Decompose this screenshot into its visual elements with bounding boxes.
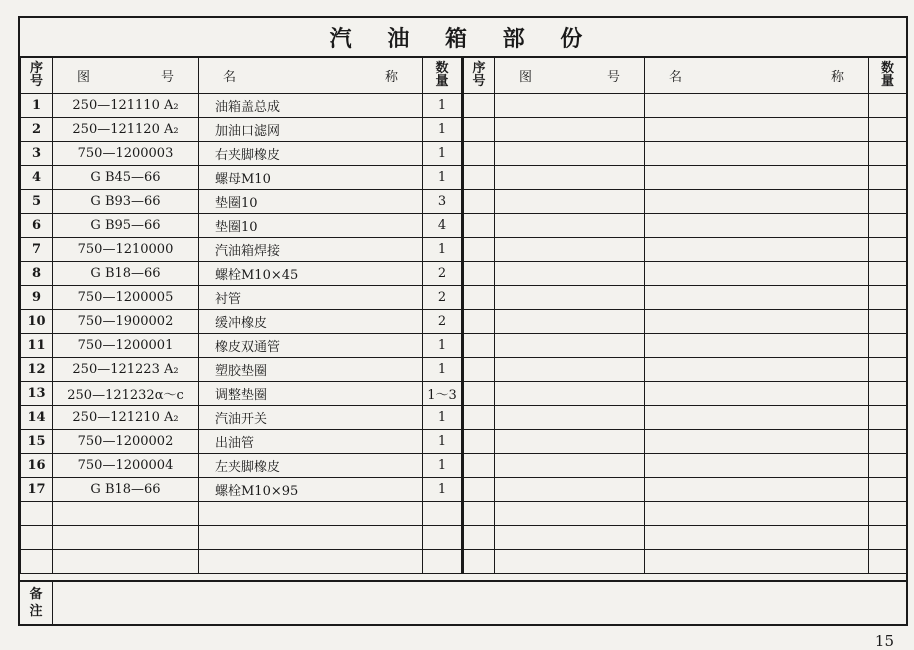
empty-cell: [495, 478, 645, 502]
empty-cell: [645, 550, 869, 574]
drawing-no-cell: 750—1210000: [53, 238, 199, 262]
page-number: 15: [874, 632, 894, 650]
table-row: [21, 286, 907, 310]
empty-cell: [199, 502, 423, 526]
seq-cell: 13: [21, 382, 53, 406]
name-cell: 垫圈10: [199, 190, 423, 214]
empty-cell: [869, 190, 907, 214]
empty-cell: [645, 214, 869, 238]
empty-cell: [869, 526, 907, 550]
table-row: [21, 142, 907, 166]
empty-cell: [495, 502, 645, 526]
table-row: [21, 406, 907, 430]
drawing-no-cell: 250—121110 A₂: [53, 94, 199, 118]
empty-cell: [645, 454, 869, 478]
qty-cell: 1: [423, 166, 463, 190]
empty-cell: [869, 94, 907, 118]
seq-cell: 4: [21, 166, 53, 190]
empty-cell: [495, 430, 645, 454]
name-cell: 油箱盖总成: [199, 94, 423, 118]
empty-cell: [21, 526, 53, 550]
empty-cell: [869, 406, 907, 430]
empty-cell: [21, 550, 53, 574]
drawing-no-cell: 250—121120 A₂: [53, 118, 199, 142]
empty-cell: [645, 502, 869, 526]
empty-cell: [463, 406, 495, 430]
empty-cell: [495, 358, 645, 382]
table-row: [21, 238, 907, 262]
empty-cell: [199, 550, 423, 574]
name-cell: 缓冲橡皮: [199, 310, 423, 334]
seq-cell: 16: [21, 454, 53, 478]
qty-cell: 1: [423, 454, 463, 478]
empty-cell: [463, 94, 495, 118]
drawing-no-cell: G B18—66: [53, 478, 199, 502]
table-row: [21, 262, 907, 286]
drawing-no-cell: 750—1900002: [53, 310, 199, 334]
empty-cell: [199, 526, 423, 550]
table-row: [21, 358, 907, 382]
drawing-no-cell: 750—1200001: [53, 334, 199, 358]
empty-cell: [463, 550, 495, 574]
drawing-no-cell: 750—1200005: [53, 286, 199, 310]
qty-cell: 2: [423, 262, 463, 286]
drawing-no-cell: G B18—66: [53, 262, 199, 286]
empty-cell: [463, 478, 495, 502]
empty-cell: [463, 118, 495, 142]
seq-cell: 14: [21, 406, 53, 430]
empty-cell: [495, 214, 645, 238]
empty-cell: [495, 166, 645, 190]
qty-cell: 1: [423, 238, 463, 262]
empty-cell: [869, 166, 907, 190]
name-cell: 衬管: [199, 286, 423, 310]
empty-cell: [463, 334, 495, 358]
qty-cell: 3: [423, 190, 463, 214]
table-row-empty: [21, 502, 907, 526]
name-cell: 垫圈10: [199, 214, 423, 238]
empty-cell: [53, 502, 199, 526]
header-name-right: 名 称: [645, 57, 869, 94]
empty-cell: [869, 238, 907, 262]
empty-cell: [21, 502, 53, 526]
qty-cell: 1: [423, 118, 463, 142]
seq-cell: 17: [21, 478, 53, 502]
header-seq-right: 序 号: [463, 57, 495, 94]
empty-cell: [645, 358, 869, 382]
table-row: [21, 310, 907, 334]
drawing-no-cell: G B45—66: [53, 166, 199, 190]
name-cell: 出油管: [199, 430, 423, 454]
drawing-no-cell: G B95—66: [53, 214, 199, 238]
empty-cell: [463, 502, 495, 526]
seq-cell: 1: [21, 94, 53, 118]
empty-cell: [869, 358, 907, 382]
empty-cell: [463, 166, 495, 190]
qty-cell: 1: [423, 478, 463, 502]
empty-cell: [53, 550, 199, 574]
header-qty: 数 量: [423, 57, 463, 94]
empty-cell: [463, 286, 495, 310]
empty-cell: [645, 142, 869, 166]
drawing-no-cell: 250—121223 A₂: [53, 358, 199, 382]
empty-cell: [495, 382, 645, 406]
name-cell: 螺栓M10×95: [199, 478, 423, 502]
empty-cell: [645, 526, 869, 550]
name-cell: 右夹脚橡皮: [199, 142, 423, 166]
seq-cell: 11: [21, 334, 53, 358]
empty-cell: [645, 310, 869, 334]
name-cell: 调整垫圈: [199, 382, 423, 406]
qty-cell: 1: [423, 94, 463, 118]
qty-cell: 1: [423, 430, 463, 454]
empty-cell: [869, 286, 907, 310]
seq-cell: 7: [21, 238, 53, 262]
table-row: [21, 118, 907, 142]
empty-cell: [495, 310, 645, 334]
page-title: 汽 油 箱 部 份: [20, 18, 906, 58]
empty-cell: [869, 478, 907, 502]
seq-cell: 5: [21, 190, 53, 214]
qty-cell: 1: [423, 334, 463, 358]
empty-cell: [53, 526, 199, 550]
header-qty-right: 数 量: [869, 57, 907, 94]
empty-cell: [423, 526, 463, 550]
empty-cell: [495, 94, 645, 118]
empty-cell: [645, 94, 869, 118]
empty-cell: [869, 502, 907, 526]
empty-cell: [869, 214, 907, 238]
seq-cell: 8: [21, 262, 53, 286]
seq-cell: 10: [21, 310, 53, 334]
table-row: [21, 430, 907, 454]
header-drawing-no-right: 图 号: [495, 57, 645, 94]
empty-cell: [463, 142, 495, 166]
name-cell: 螺栓M10×45: [199, 262, 423, 286]
name-cell: 橡皮双通管: [199, 334, 423, 358]
empty-cell: [463, 454, 495, 478]
parts-list-sheet: [18, 16, 908, 626]
table-row-empty: [21, 526, 907, 550]
empty-cell: [495, 526, 645, 550]
empty-cell: [495, 190, 645, 214]
empty-cell: [869, 382, 907, 406]
name-cell: 加油口滤网: [199, 118, 423, 142]
drawing-no-cell: 750—1200002: [53, 430, 199, 454]
empty-cell: [495, 406, 645, 430]
seq-cell: 3: [21, 142, 53, 166]
table-row: [21, 94, 907, 118]
qty-cell: 2: [423, 310, 463, 334]
empty-cell: [463, 358, 495, 382]
qty-cell: 1: [423, 406, 463, 430]
table-row: [21, 214, 907, 238]
empty-cell: [495, 550, 645, 574]
empty-cell: [869, 454, 907, 478]
empty-cell: [463, 382, 495, 406]
seq-cell: 12: [21, 358, 53, 382]
parts-table: [20, 56, 907, 574]
empty-cell: [645, 190, 869, 214]
drawing-no-cell: 250—121232α～c: [53, 382, 199, 406]
table-row: [21, 478, 907, 502]
empty-cell: [463, 190, 495, 214]
name-cell: 塑胶垫圈: [199, 358, 423, 382]
empty-cell: [645, 334, 869, 358]
empty-cell: [869, 310, 907, 334]
qty-cell: 4: [423, 214, 463, 238]
name-cell: 汽油开关: [199, 406, 423, 430]
qty-cell: 1: [423, 142, 463, 166]
empty-cell: [645, 262, 869, 286]
table-row: [21, 334, 907, 358]
empty-cell: [645, 238, 869, 262]
table-header-row: [21, 57, 907, 94]
empty-cell: [423, 502, 463, 526]
header-drawing-no: 图 号: [53, 57, 199, 94]
empty-cell: [463, 430, 495, 454]
drawing-no-cell: 750—1200003: [53, 142, 199, 166]
remarks-box: [20, 580, 906, 624]
seq-cell: 15: [21, 430, 53, 454]
name-cell: 螺母M10: [199, 166, 423, 190]
table-row-empty: [21, 550, 907, 574]
empty-cell: [645, 166, 869, 190]
drawing-no-cell: 250—121210 A₂: [53, 406, 199, 430]
empty-cell: [645, 478, 869, 502]
empty-cell: [869, 550, 907, 574]
seq-cell: 6: [21, 214, 53, 238]
seq-cell: 9: [21, 286, 53, 310]
name-cell: 汽油箱焊接: [199, 238, 423, 262]
empty-cell: [495, 142, 645, 166]
table-row: [21, 166, 907, 190]
empty-cell: [645, 406, 869, 430]
empty-cell: [463, 214, 495, 238]
empty-cell: [645, 118, 869, 142]
name-cell: 左夹脚橡皮: [199, 454, 423, 478]
empty-cell: [495, 334, 645, 358]
table-row: [21, 454, 907, 478]
empty-cell: [463, 262, 495, 286]
seq-cell: 2: [21, 118, 53, 142]
empty-cell: [495, 238, 645, 262]
empty-cell: [423, 550, 463, 574]
empty-cell: [645, 430, 869, 454]
drawing-no-cell: 750—1200004: [53, 454, 199, 478]
empty-cell: [869, 334, 907, 358]
table-row: [21, 190, 907, 214]
qty-cell: 1～3: [423, 382, 463, 406]
empty-cell: [463, 238, 495, 262]
qty-cell: 1: [423, 358, 463, 382]
empty-cell: [869, 118, 907, 142]
empty-cell: [463, 310, 495, 334]
table-row: [21, 382, 907, 406]
empty-cell: [463, 526, 495, 550]
header-seq: 序 号: [21, 57, 53, 94]
empty-cell: [495, 118, 645, 142]
empty-cell: [869, 262, 907, 286]
empty-cell: [495, 286, 645, 310]
empty-cell: [495, 262, 645, 286]
empty-cell: [495, 454, 645, 478]
empty-cell: [645, 286, 869, 310]
remarks-label: 备 注: [20, 582, 53, 624]
empty-cell: [869, 142, 907, 166]
qty-cell: 2: [423, 286, 463, 310]
drawing-no-cell: G B93—66: [53, 190, 199, 214]
empty-cell: [869, 430, 907, 454]
empty-cell: [645, 382, 869, 406]
header-name: 名 称: [199, 57, 423, 94]
